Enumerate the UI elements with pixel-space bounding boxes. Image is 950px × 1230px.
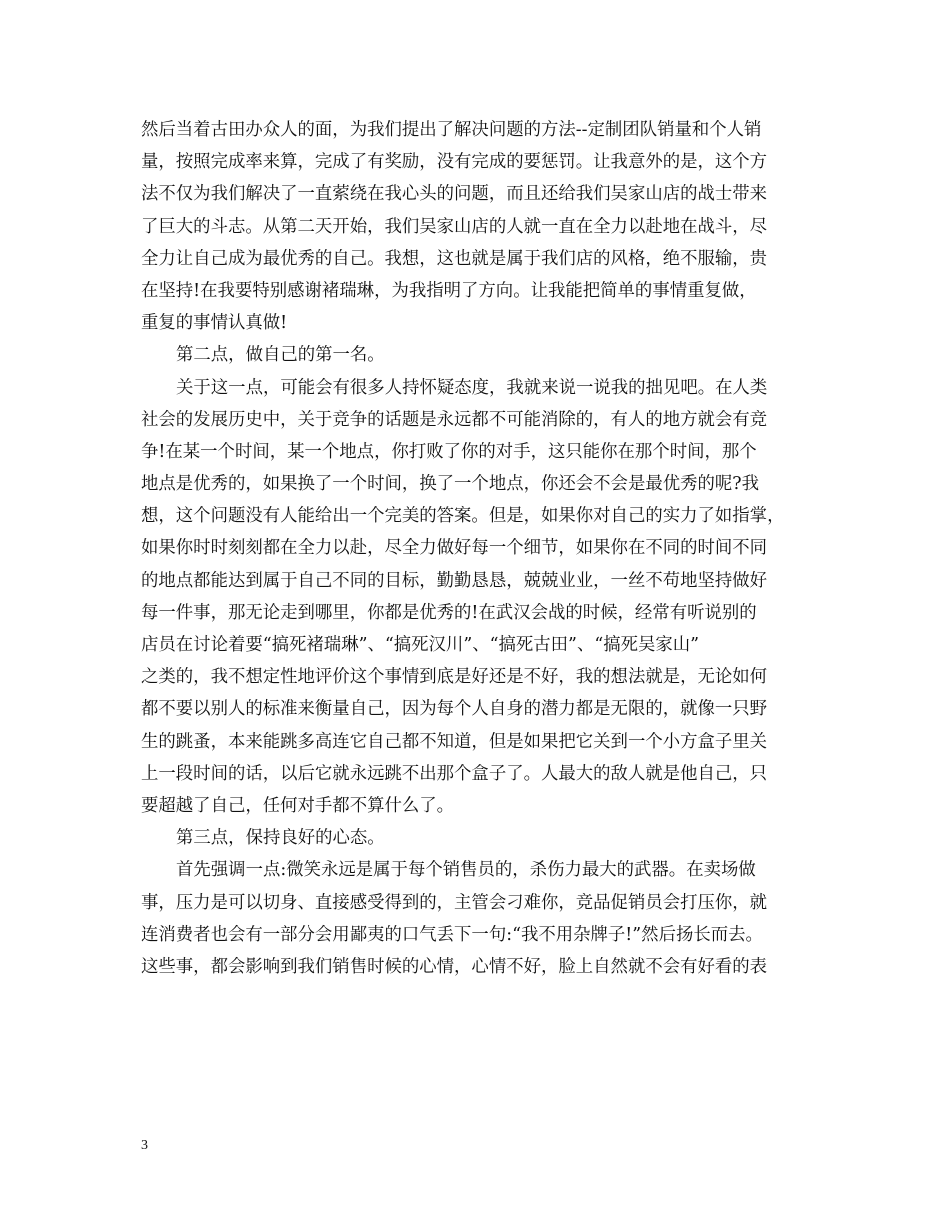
page-number: 3 <box>141 1138 148 1153</box>
paragraph-line: 这些事，都会影响到我们销售时候的心情，心情不好，脸上自然就不会有好看的表 <box>141 956 768 977</box>
paragraph-line: 然后当着古田办众人的面，为我们提出了解决问题的方法--定制团队销量和个人销 <box>141 120 762 140</box>
paragraph-line: 如果你时时刻刻都在全力以赴，尽全力做好每一个细节，如果你在不同的时间不同 <box>141 538 768 559</box>
paragraph-line: 都不要以别人的标准来衡量自己，因为每个人自身的潜力都是无限的，就像一只野 <box>141 699 768 720</box>
paragraph-line: 争!在某一个时间，某一个地点，你打败了你的对手，这只能你在那个时间，那个 <box>141 441 757 462</box>
paragraph-line: 地点是优秀的，如果换了一个时间，换了一个地点，你还会不会是最优秀的呢?我 <box>141 474 759 495</box>
paragraph-line: 上一段时间的话，以后它就永远跳不出那个盒子了。人最大的敌人就是他自己，只 <box>141 763 768 784</box>
paragraph-line: 事，压力是可以切身、直接感受得到的，主管会刁难你，竞品促销员会打压你，就 <box>141 892 768 913</box>
paragraph-line: 关于这一点，可能会有很多人持怀疑态度，我就来说一说我的拙见吧。在人类 <box>176 377 768 398</box>
paragraph-line: 每一件事，那无论走到哪里，你都是优秀的!在武汉会战的时候，经常有听说别的 <box>141 602 757 623</box>
section-heading: 第二点，做自己的第一名。 <box>176 345 385 366</box>
paragraph-line: 社会的发展历史中，关于竞争的话题是永远都不可能消除的，有人的地方就会有竞 <box>141 409 768 430</box>
paragraph-line: 在坚持!在我要特别感谢褚瑞琳，为我指明了方向。让我能把简单的事情重复做， <box>141 280 757 301</box>
paragraph-line: 连消费者也会有一部分会用鄙夷的口气丢下一句:“我不用杂牌子!”然后扬长而去。 <box>141 924 763 945</box>
section-heading: 第三点，保持良好的心态。 <box>176 828 385 849</box>
paragraph-line: 量，按照完成率来算，完成了有奖励，没有完成的要惩罚。让我意外的是，这个方 <box>141 152 768 173</box>
paragraph-line: 了巨大的斗志。从第二天开始，我们吴家山店的人就一直在全力以赴地在战斗，尽 <box>141 216 768 237</box>
paragraph-line: 重复的事情认真做! <box>141 313 288 334</box>
paragraph-line: 之类的，我不想定性地评价这个事情到底是好还是不好，我的想法就是，无论如何 <box>141 667 768 688</box>
paragraph-line: 想，这个问题没有人能给出一个完美的答案。但是，如果你对自己的实力了如指掌， <box>141 506 785 527</box>
body-text <box>141 114 841 983</box>
paragraph-line: 法不仅为我们解决了一直萦绕在我心头的问题，而且还给我们吴家山店的战士带来 <box>141 184 768 205</box>
paragraph-line: 要超越了自己，任何对手都不算什么了。 <box>141 795 455 816</box>
paragraph-line: 首先强调一点:微笑永远是属于每个销售员的，杀伤力最大的武器。在卖场做 <box>176 860 756 881</box>
paragraph-line: 店员在讨论着要“搞死褚瑞琳”、“搞死汉川”、“搞死古田”、“搞死吴家山” <box>141 635 700 655</box>
paragraph-line: 全力让自己成为最优秀的自己。我想，这也就是属于我们店的风格，绝不服输，贵 <box>141 248 768 269</box>
paragraph-line: 生的跳蚤，本来能跳多高连它自己都不知道，但是如果把它关到一个小方盒子里关 <box>141 731 768 752</box>
paragraph-line: 的地点都能达到属于自己不同的目标，勤勤恳恳，兢兢业业，一丝不苟地坚持做好 <box>141 570 768 591</box>
